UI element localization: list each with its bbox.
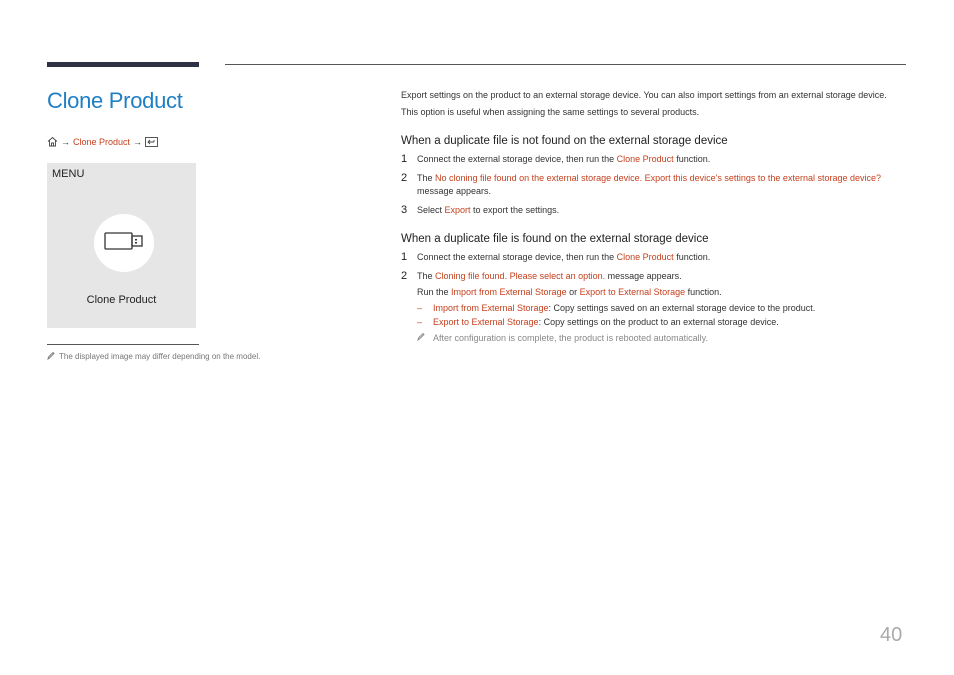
pencil-note-icon bbox=[47, 351, 55, 362]
option-item: – Export to External Storage: Copy settings on the product to an external storage device. bbox=[417, 317, 779, 327]
step-item bbox=[401, 270, 908, 283]
highlight-message: No cloning file found on the external storage device. Export this device's settings to the external storage device? bbox=[435, 173, 881, 183]
step-item bbox=[401, 153, 908, 166]
step-text: The Cloning file found. Please select an option. message appears. bbox=[417, 271, 682, 281]
menu-preview-panel bbox=[47, 163, 196, 328]
run-instruction: Run the Import from External Storage or Export to External Storage function. bbox=[417, 287, 722, 297]
highlight-term: Export to External Storage bbox=[579, 287, 686, 297]
step-number: 1 bbox=[401, 251, 408, 263]
page-title: Clone Product bbox=[47, 88, 183, 113]
step-number: 1 bbox=[401, 153, 408, 165]
highlight-term: Export to External Storage bbox=[433, 317, 539, 327]
step-text: Connect the external storage device, then run the Clone Product function. bbox=[417, 252, 711, 262]
breadcrumb-link-clone-product[interactable]: Clone Product bbox=[73, 136, 131, 147]
main-content bbox=[401, 89, 908, 345]
intro-paragraph-1: Export settings on the product to an external storage device. You can also import settings from an external storage device. bbox=[401, 90, 887, 100]
usb-storage-icon bbox=[104, 231, 144, 256]
reboot-note-text: After configuration is complete, the product is rebooted automatically. bbox=[433, 333, 708, 343]
intro-paragraph-2: This option is useful when assigning the same settings to several products. bbox=[401, 107, 700, 117]
clone-product-tile[interactable] bbox=[94, 214, 154, 272]
step-item bbox=[401, 172, 908, 198]
top-rule bbox=[225, 64, 906, 65]
step-item bbox=[401, 204, 908, 217]
step-number: 2 bbox=[401, 172, 408, 184]
highlight-term: Clone Product bbox=[616, 252, 674, 262]
step-item bbox=[401, 251, 908, 264]
highlight-term: Import from External Storage bbox=[433, 303, 549, 313]
dash-bullet: – bbox=[417, 317, 423, 327]
highlight-message: Cloning file found. Please select an option. bbox=[435, 271, 606, 281]
breadcrumb bbox=[47, 136, 158, 147]
page-number: 40 bbox=[880, 624, 903, 646]
note-divider bbox=[47, 344, 199, 345]
home-icon bbox=[47, 136, 58, 147]
step-text: Select Export to export the settings. bbox=[417, 205, 560, 215]
panel-caption: Clone Product bbox=[86, 294, 157, 306]
step-text: The No cloning file found on the external storage device. Export this device's settings to the external storage device? message appears. bbox=[417, 173, 881, 196]
source-icon bbox=[145, 137, 158, 147]
breadcrumb-arrow: → bbox=[61, 136, 70, 147]
highlight-term: Clone Product bbox=[616, 154, 674, 164]
option-item: – Import from External Storage: Copy settings saved on an external storage device to the product. bbox=[417, 303, 816, 313]
highlight-term: Import from External Storage bbox=[451, 287, 567, 297]
image-disclaimer-note bbox=[47, 351, 260, 362]
breadcrumb-arrow: → bbox=[133, 136, 143, 147]
image-disclaimer-text: The displayed image may differ depending on the model. bbox=[59, 352, 261, 361]
pencil-note-icon bbox=[417, 332, 433, 345]
menu-label: MENU bbox=[52, 168, 85, 180]
step-text: Connect the external storage device, then run the Clone Product function. bbox=[417, 154, 711, 164]
section-heading-not-found: When a duplicate file is not found on the external storage device bbox=[401, 135, 728, 147]
top-accent-bar bbox=[47, 62, 199, 67]
reboot-note bbox=[401, 332, 908, 345]
section-heading-found: When a duplicate file is found on the external storage device bbox=[401, 233, 709, 245]
step-number: 3 bbox=[401, 204, 408, 216]
highlight-term: Export bbox=[444, 205, 471, 215]
step-number: 2 bbox=[401, 270, 408, 282]
dash-bullet: – bbox=[417, 303, 423, 313]
